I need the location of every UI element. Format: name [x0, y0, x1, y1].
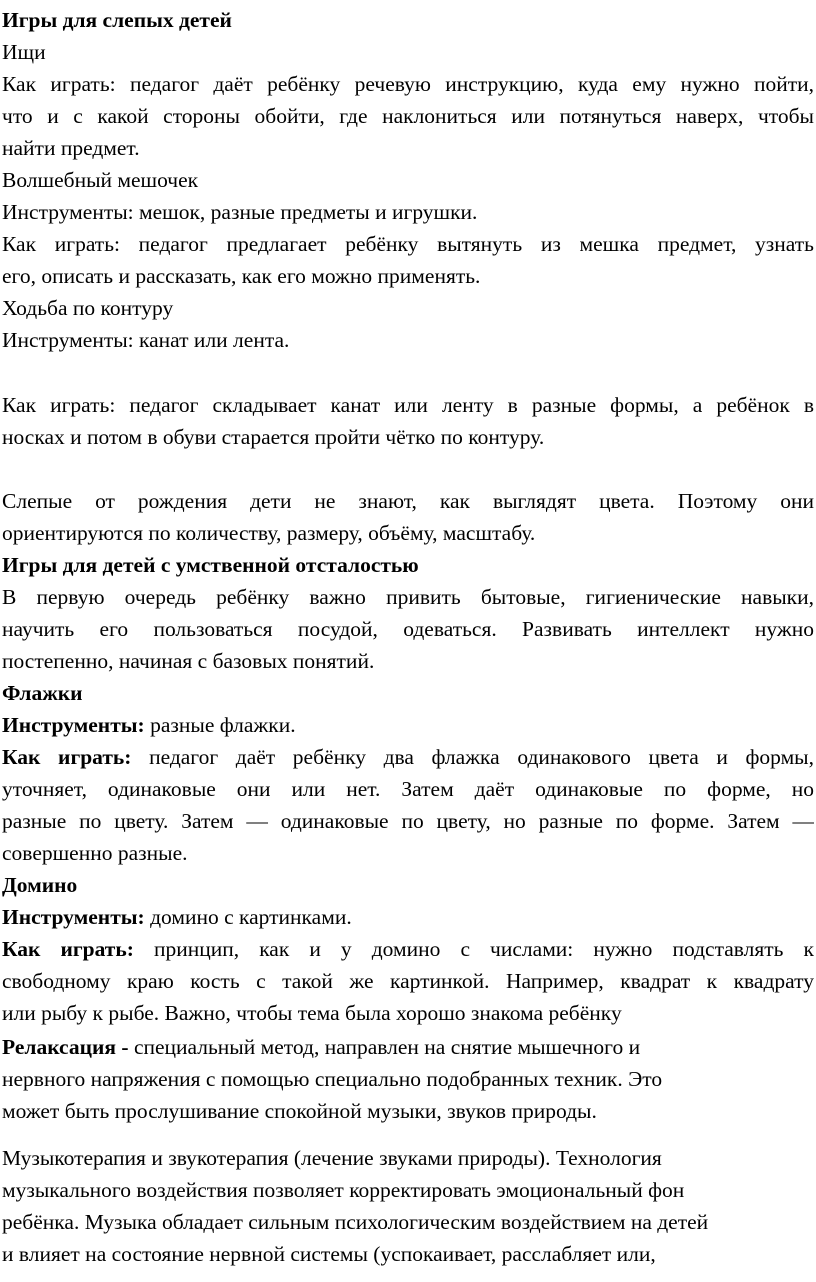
game-tools-line: Инструменты: мешок, разные предметы и игрушки.: [2, 200, 478, 224]
section-heading-mental-games: Игры для детей с умственной отсталостью: [2, 553, 419, 577]
paragraph-line: постепенно, начиная с базовых понятий.: [2, 649, 375, 673]
game-tools-line: [2, 709, 814, 741]
game-title-search: Ищи: [2, 40, 46, 64]
paragraph-line: что и с какой стороны обойти, где наклониться или потянуться наверх, чтобы: [2, 104, 814, 128]
paragraph-line: музыкального воздействия позволяет корректировать эмоциональный фон: [2, 1178, 685, 1202]
game-title-contour-walk: Ходьба по контуру: [2, 296, 174, 320]
paragraph-line: разные по цвету. Затем — одинаковые по цвету, но разные по форме. Затем —: [2, 809, 814, 833]
paragraph-line: нервного напряжения с помощью специально подобранных техник. Это: [2, 1067, 663, 1091]
paragraph-line: найти предмет.: [2, 136, 140, 160]
paragraph-line: или рыбу к рыбе. Важно, чтобы тема была хорошо знакома ребёнку: [2, 1001, 622, 1025]
paragraph-line: Как играть: педагог складывает канат или ленту в разные формы, а ребёнок в: [2, 393, 814, 417]
game-title-domino: Домино: [2, 873, 78, 897]
how-to-play-text: принцип, как и у домино с числами: нужно подставлять к: [133, 937, 814, 961]
paragraph-line: и влияет на состояние нервной системы (успокаивает, расслабляет или,: [2, 1242, 656, 1266]
paragraph-line: В первую очередь ребёнку важно привить бытовые, гигиенические навыки,: [2, 585, 814, 609]
tools-label: Инструменты:: [2, 905, 145, 929]
paragraph-line: может быть прослушивание спокойной музыки, звуков природы.: [2, 1099, 597, 1123]
paragraph-line: научить его пользоваться посудой, одеваться. Развивать интеллект нужно: [2, 617, 814, 641]
paragraph-line: [2, 933, 814, 965]
paragraph-line: свободному краю кость с такой же картинкой. Например, квадрат к квадрату: [2, 969, 814, 993]
section-heading-blind-games: Игры для слепых детей: [2, 8, 232, 32]
paragraph-line: носках и потом в обуви старается пройти чётко по контуру.: [2, 425, 545, 449]
how-to-play-label: Как играть:: [2, 937, 134, 961]
how-to-play-text: педагог даёт ребёнку два флажка одинакового цвета и формы,: [131, 745, 814, 769]
relaxation-term: Релаксация -: [2, 1035, 129, 1059]
paragraph-line: ребёнка. Музыка обладает сильным психологическим воздействием на детей: [2, 1210, 709, 1234]
paragraph-line: Слепые от рождения дети не знают, как выглядят цвета. Поэтому они: [2, 489, 814, 513]
paragraph-line: Как играть: педагог предлагает ребёнку вытянуть из мешка предмет, узнать: [2, 232, 814, 256]
relaxation-definition: [2, 1031, 814, 1063]
tools-text: домино с картинками.: [144, 905, 352, 929]
game-title-flags: Флажки: [2, 681, 83, 705]
paragraph-line: ориентируются по количеству, размеру, объёму, масштабу.: [2, 521, 536, 545]
game-title-magic-bag: Волшебный мешочек: [2, 168, 199, 192]
tools-text: разные флажки.: [144, 713, 296, 737]
relaxation-text: специальный метод, направлен на снятие мышечного и: [128, 1035, 641, 1059]
game-tools-line: Инструменты: канат или лента.: [2, 328, 290, 352]
paragraph-line: его, описать и рассказать, как его можно применять.: [2, 264, 481, 288]
paragraph-line: [2, 741, 814, 773]
paragraph-line: совершенно разные.: [2, 841, 188, 865]
how-to-play-label: Как играть:: [2, 745, 132, 769]
paragraph-line: уточняет, одинаковые они или нет. Затем даёт одинаковые по форме, но: [2, 777, 814, 801]
tools-label: Инструменты:: [2, 713, 145, 737]
paragraph-line: Как играть: педагог даёт ребёнку речевую инструкцию, куда ему нужно пойти,: [2, 72, 814, 96]
game-tools-line: [2, 901, 814, 933]
paragraph-line: Музыкотерапия и звукотерапия (лечение звуками природы). Технология: [2, 1146, 662, 1170]
